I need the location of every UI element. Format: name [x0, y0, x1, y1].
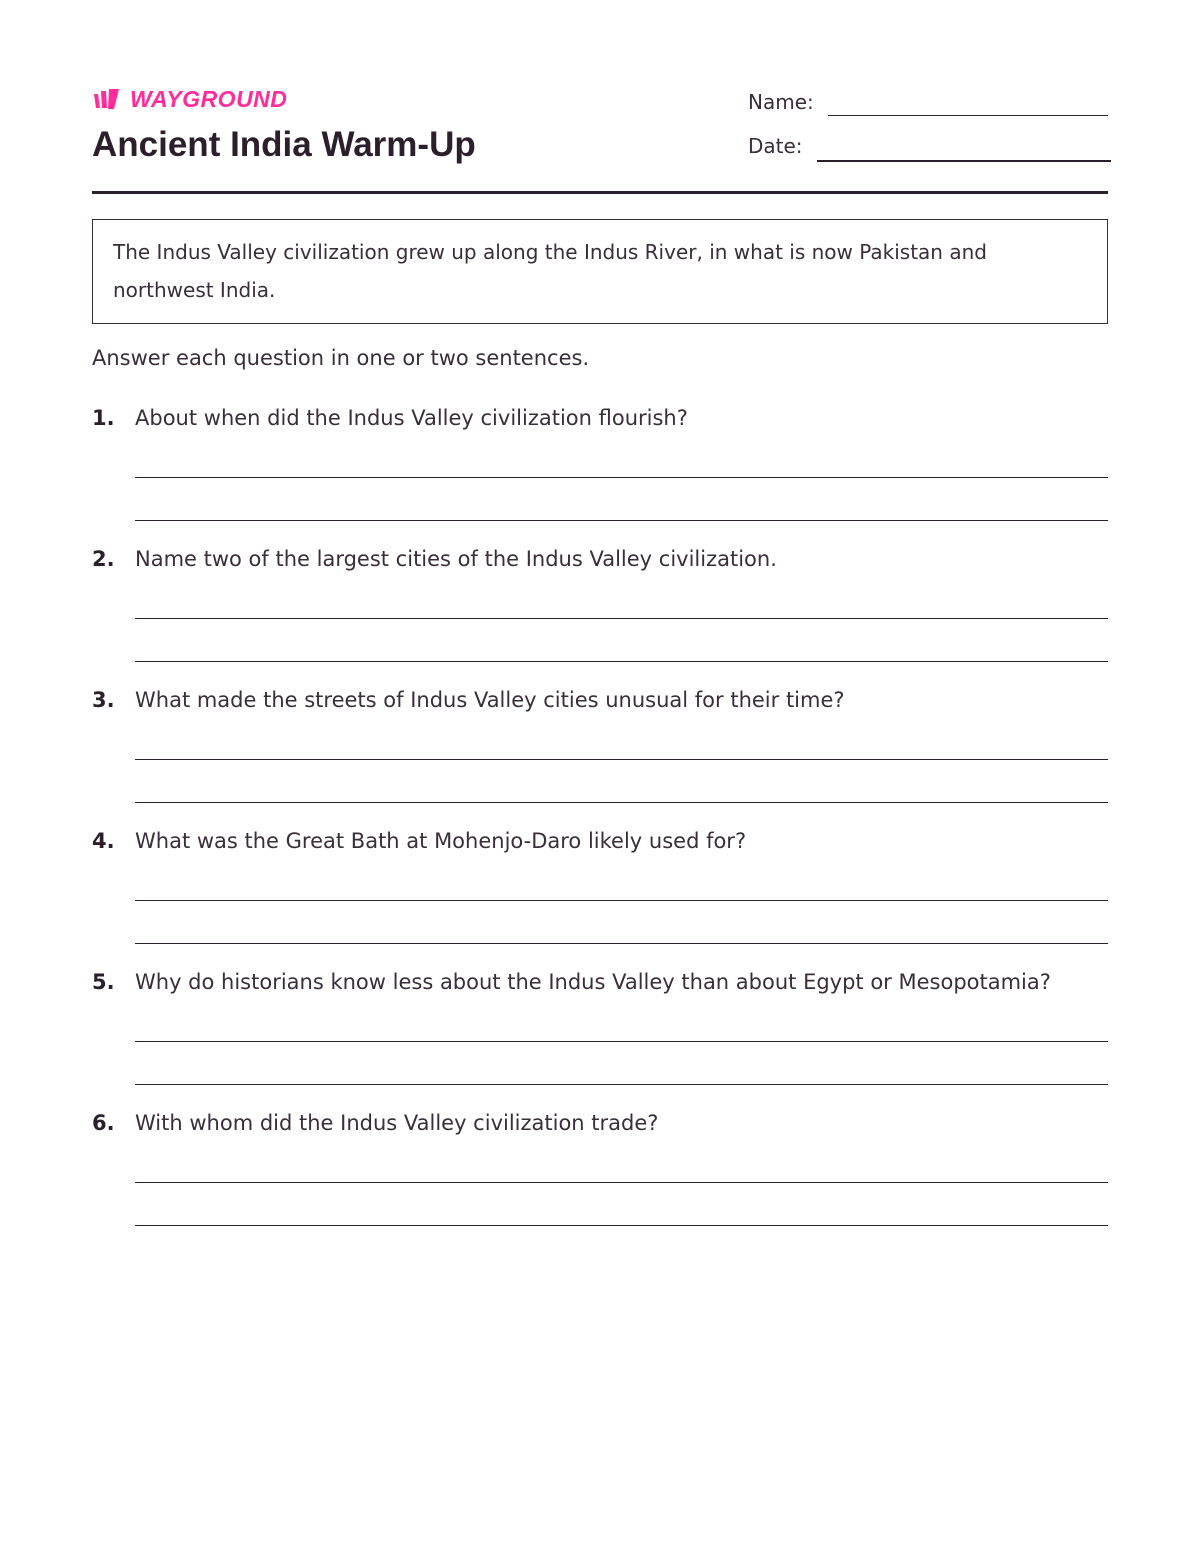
- question-text: What made the streets of Indus Valley cities unusual for their time?: [135, 688, 845, 712]
- question-6: [92, 1105, 1108, 1246]
- question-number: 1.: [92, 406, 115, 430]
- question-1: [92, 400, 1108, 541]
- answer-line[interactable]: [135, 1041, 1108, 1042]
- question-number: 3.: [92, 688, 115, 712]
- instructions: Answer each question in one or two sentences.: [92, 346, 590, 370]
- answer-line[interactable]: [135, 759, 1108, 760]
- answer-line[interactable]: [135, 618, 1108, 619]
- answer-line[interactable]: [135, 1084, 1108, 1085]
- question-text: What was the Great Bath at Mohenjo-Daro likely used for?: [135, 829, 747, 853]
- passage-box: [92, 219, 1108, 324]
- date-blank-line[interactable]: [817, 160, 1111, 162]
- question-text: Name two of the largest cities of the Indus Valley civilization.: [135, 547, 777, 571]
- answer-line[interactable]: [135, 1225, 1108, 1226]
- question-text: With whom did the Indus Valley civilization trade?: [135, 1111, 659, 1135]
- question-number: 6.: [92, 1111, 115, 1135]
- name-blank-line[interactable]: [828, 115, 1108, 116]
- question-number: 2.: [92, 547, 115, 571]
- answer-line[interactable]: [135, 900, 1108, 901]
- question-number: 5.: [92, 970, 115, 994]
- answer-line[interactable]: [135, 943, 1108, 944]
- brand-name: WAYGROUND: [130, 86, 288, 112]
- question-number: 4.: [92, 829, 115, 853]
- date-label: Date:: [748, 134, 803, 158]
- question-5: [92, 964, 1108, 1105]
- date-field[interactable]: [748, 132, 1111, 160]
- name-field[interactable]: [748, 88, 1108, 116]
- answer-line[interactable]: [135, 802, 1108, 803]
- question-text: Why do historians know less about the Indus Valley than about Egypt or Mesopotamia?: [135, 970, 1051, 994]
- wayground-logo-icon: [92, 87, 124, 111]
- passage-text: The Indus Valley civilization grew up along the Indus River, in what is now Pakistan and northwest India.: [113, 240, 987, 302]
- name-label: Name:: [748, 90, 814, 114]
- page-title: Ancient India Warm-Up: [92, 125, 476, 164]
- answer-line[interactable]: [135, 1182, 1108, 1183]
- question-text: About when did the Indus Valley civilization flourish?: [135, 406, 688, 430]
- question-3: [92, 682, 1108, 823]
- header-divider: [92, 191, 1108, 194]
- question-2: [92, 541, 1108, 682]
- question-4: [92, 823, 1108, 964]
- answer-line[interactable]: [135, 661, 1108, 662]
- answer-line[interactable]: [135, 520, 1108, 521]
- answer-line[interactable]: [135, 477, 1108, 478]
- brand-logo: [92, 86, 287, 112]
